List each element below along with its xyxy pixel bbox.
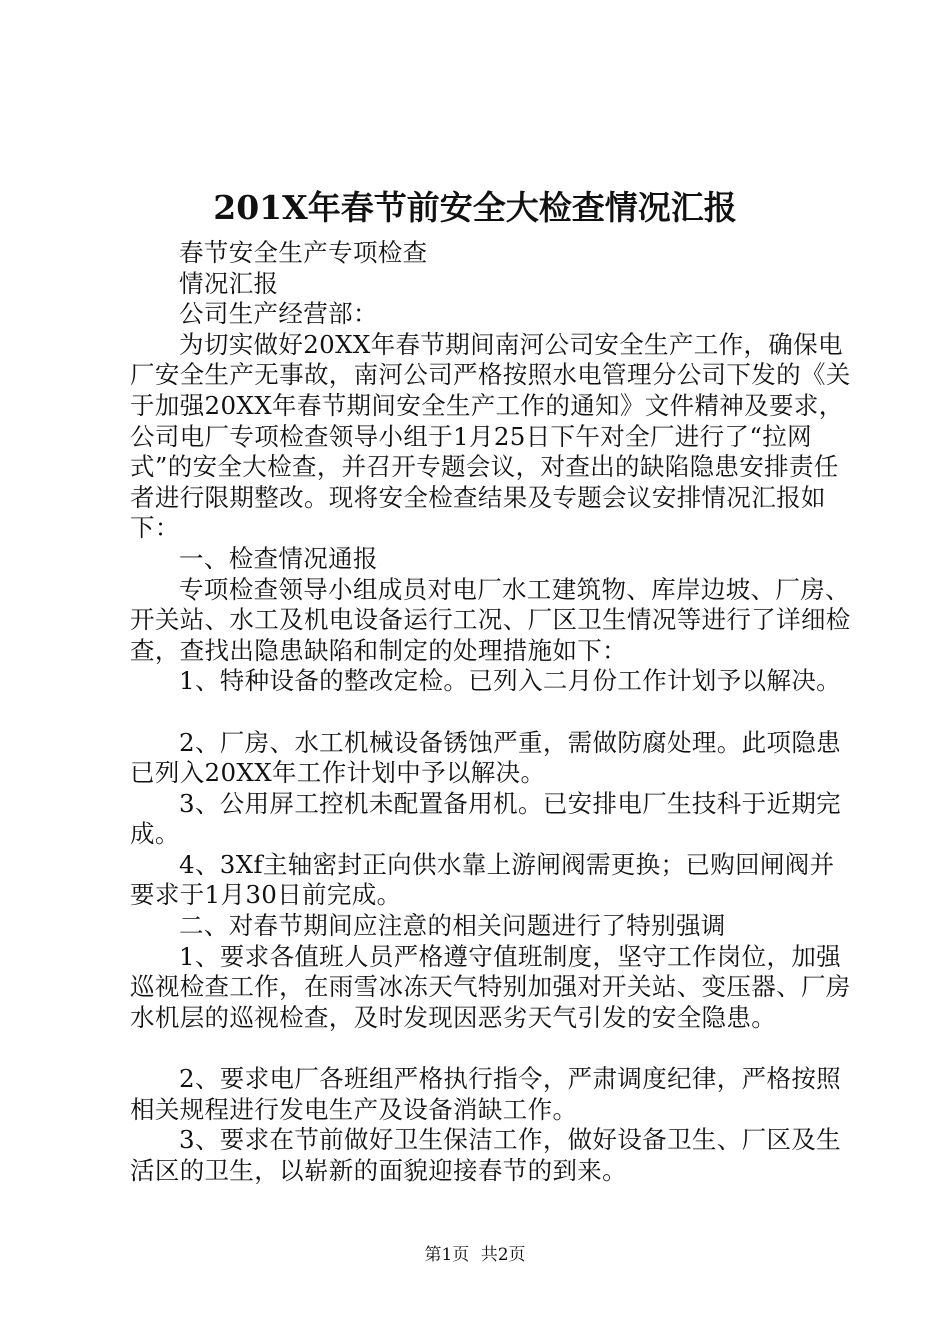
list-item-2-2: 2、要求电厂各班组严格执行指令，严肃调度纪律，严格按照相关规程进行发电生产及设备消缺工作。 — [130, 1064, 842, 1124]
section-heading-2: 二、对春节期间应注意的相关问题进行了特别强调 — [179, 911, 726, 941]
paragraph-subtitle-1: 春节安全生产专项检查 — [179, 238, 428, 267]
list-item-2-1: 1、要求各值班人员严格遵守值班制度，坚守工作岗位，加强巡视检查工作，在雨雪冰冻天气特别加强对开关站、变压器、厂房水机层的巡视检查，及时发现因恶劣天气引发的安全隐患。 — [130, 941, 851, 1032]
paragraph-subtitle-2: 情况汇报 — [179, 268, 279, 298]
paragraph-inspection: 专项检查领导小组成员对电厂水工建筑物、库岸边坡、厂房、开关站、水工及机电设备运行工况、厂区卫生情况等进行了详细检查，查找出隐患缺陷和制定的处理措施如下： — [130, 574, 851, 665]
paragraph-addressee: 公司生产经营部： — [179, 299, 378, 329]
document-title: 201X年春节前安全大检查情况汇报 — [213, 188, 737, 227]
page-footer — [0, 1244, 950, 1266]
paragraph-intro: 为切实做好20XX年春节期间南河公司安全生产工作，确保电厂安全生产无事故，南河公司严格按照水电管理分公司下发的《关于加强20XX年春节期间安全生产工作的通知》文件精神及要求，公司电厂专项检查领导小组于1月25日下午对全厂进行了“拉网式”的安全大检查，并召开专题会议，对查出的缺陷隐患安排责任者进行限期整改。现将安全检查结果及专题会议安排情况汇报如下： — [130, 329, 851, 543]
list-item-1-2: 2、厂房、水工机械设备锈蚀严重，需做防腐处理。此项隐患已列入20XX年工作计划中予以解决。 — [130, 727, 842, 788]
list-item-2-3: 3、要求在节前做好卫生保洁工作，做好设备卫生、厂区及生活区的卫生，以崭新的面貌迎接春节的到来。 — [130, 1125, 842, 1185]
page-total: 共2页 — [480, 1245, 526, 1265]
list-item-1-4: 4、3Xf主轴密封正向供水靠上游闸阀需更换；已购回闸阀并要求于1月30日前完成。 — [130, 849, 835, 910]
document-body — [130, 238, 852, 1186]
list-item-1-3: 3、公用屏工控机未配置备用机。已安排电厂生技科于近期完成。 — [130, 788, 842, 849]
page-number: 第1页 — [424, 1245, 470, 1265]
section-heading-1: 一、检查情况通报 — [179, 543, 378, 573]
list-item-1-1: 1、特种设备的整改定检。已列入二月份工作计划予以解决。 — [179, 666, 842, 696]
